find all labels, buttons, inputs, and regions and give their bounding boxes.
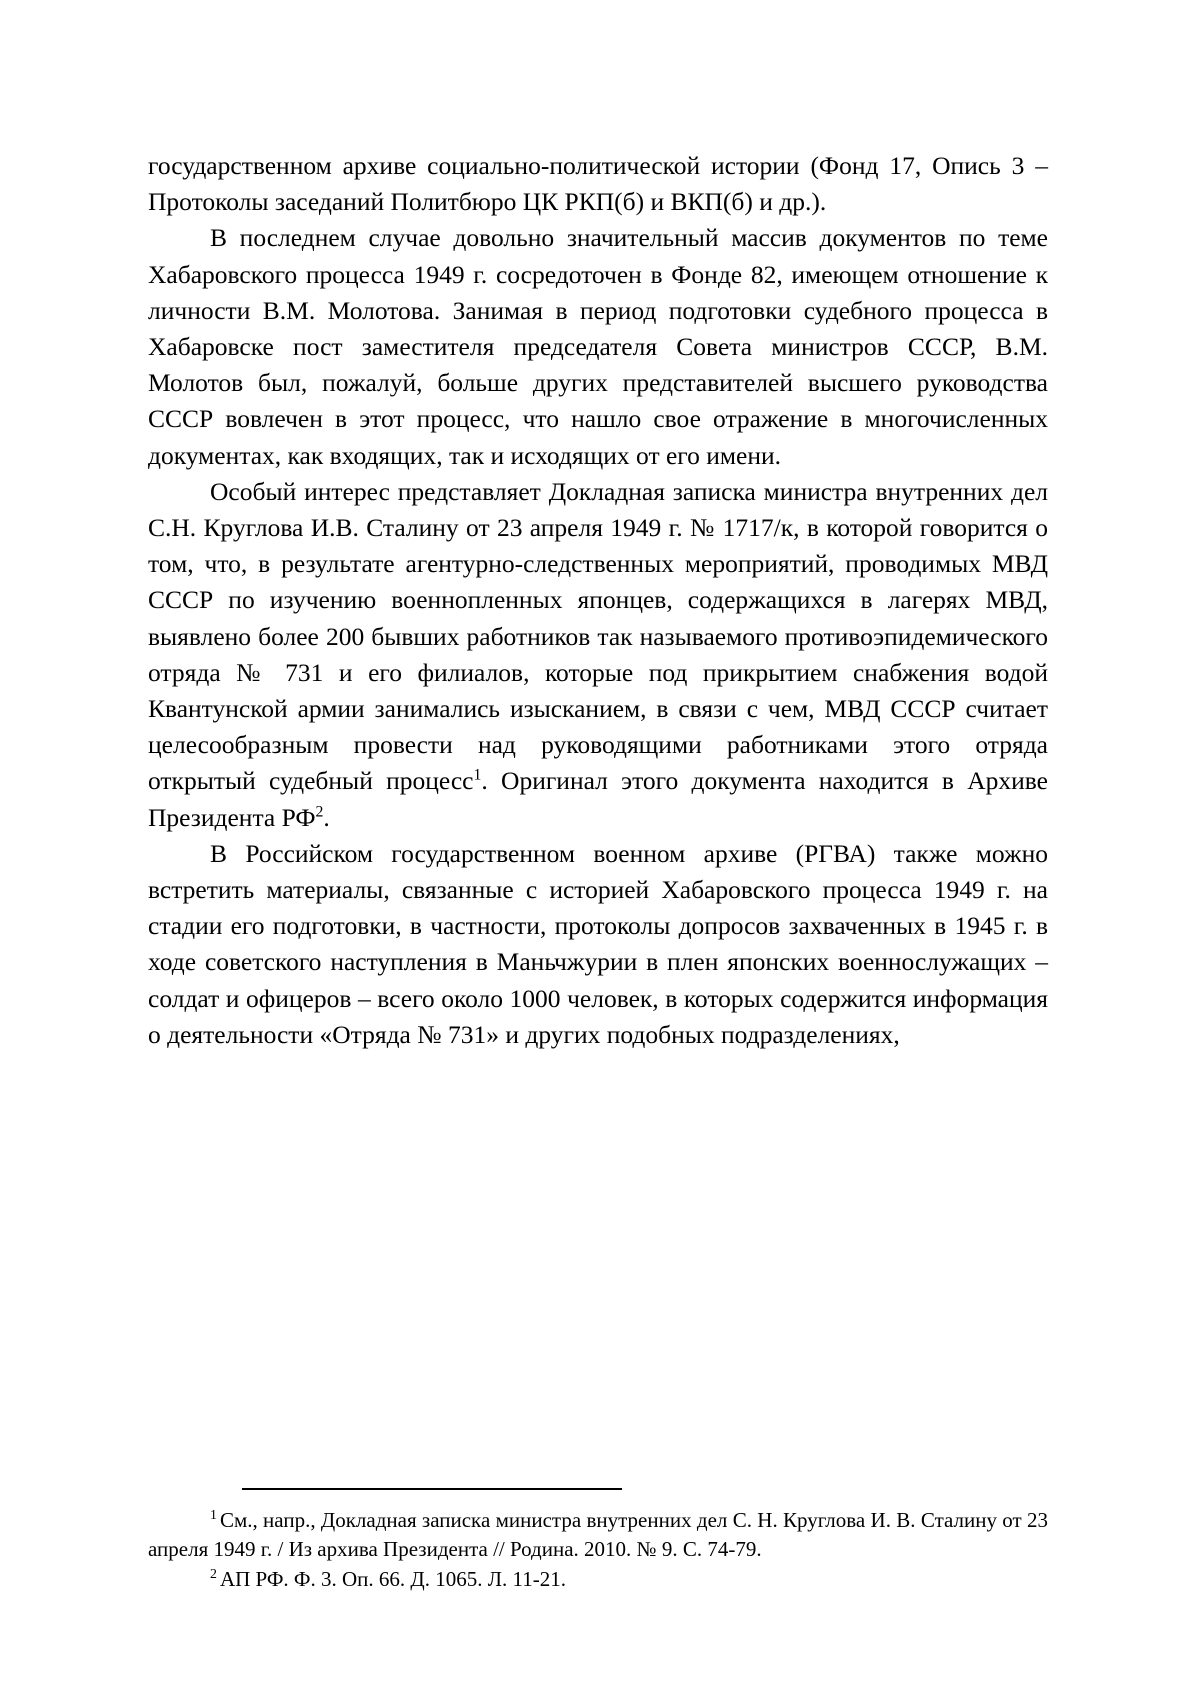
paragraph-3-text-after-footnote-2: . <box>323 802 330 832</box>
footnote-item-1 <box>148 1506 1048 1566</box>
paragraph-3-text-before-footnote-1: Особый интерес представляет Докладная записка министра внутренних дел С.Н. Круглова И.В. Сталину от 23 апреля 1949 г. № 1717/к, в которой говорится о том, что, в результате агентурно-следственных мероприятий, проводимых МВД СССР по изучению военнопленных японцев, содержащихся в лагерях МВД, выявлено более 200 бывших работников так называемого противоэпидемического отряда № 731 и его филиалов, которые под прикрытием снабжения водой Квантунской армии занимались изысканием, в связи с чем, МВД СССР считает целесообразным провести над руководящими работниками этого отряда открытый судебный процесс <box>148 476 1048 796</box>
footnote-list <box>148 1506 1048 1595</box>
footnote-separator-rule <box>242 1488 622 1490</box>
paragraph-3 <box>148 474 1048 836</box>
paragraph-4: В Российском государственном военном архиве (РГВА) также можно встретить материалы, связанные с историей Хабаровского процесса 1949 г. на стадии его подготовки, в частности, протоколы допросов захваченных в 1945 г. в ходе советского наступления в Маньчжурии в плен японских военнослужащих – солдат и офицеров – всего около 1000 человек, в которых содержится информация о деятельности «Отряда № 731» и других подобных подразделениях, <box>148 838 1048 1049</box>
footnote-area <box>148 1488 1048 1595</box>
footnote-text-2: АП РФ. Ф. 3. Оп. 66. Д. 1065. Л. 11-21. <box>219 1567 566 1592</box>
page-body <box>148 148 1048 1053</box>
paragraph-2: В последнем случае довольно значительный массив документов по теме Хабаровского процесса 1949 г. сосредоточен в Фонде 82, имеющем отношение к личности В.М. Молотова. Занимая в период подготовки судебного процесса в Хабаровске пост заместителя председателя Совета министров СССР, В.М. Молотов был, пожалуй, больше других представителей высшего руководства СССР вовлечен в этот процесс, что нашло свое отражение в многочисленных документах, как входящих, так и исходящих от его имени. <box>148 223 1048 470</box>
footnote-text-1: См., напр., Докладная записка министра внутренних дел С. Н. Круглова И. В. Сталину от 23 апреля 1949 г. / Из архива Президента // Родина. 2010. № 9. С. 74-79. <box>148 1507 1048 1562</box>
footnote-marker-2: 2 <box>210 1566 217 1582</box>
paragraph-3-text-between-footnotes: . Оригинал этого документа находится в Архиве Президента РФ <box>148 766 1048 832</box>
paragraph-1: государственном архиве социально-политической истории (Фонд 17, Опись 3 – Протоколы заседаний Политбюро ЦК РКП(б) и ВКП(б) и др.). <box>148 151 1048 217</box>
footnote-marker-1: 1 <box>210 1506 217 1522</box>
footnote-item-2 <box>148 1565 1048 1595</box>
footnote-ref-1[interactable]: 1 <box>473 766 482 784</box>
footnote-ref-2[interactable]: 2 <box>315 803 324 821</box>
